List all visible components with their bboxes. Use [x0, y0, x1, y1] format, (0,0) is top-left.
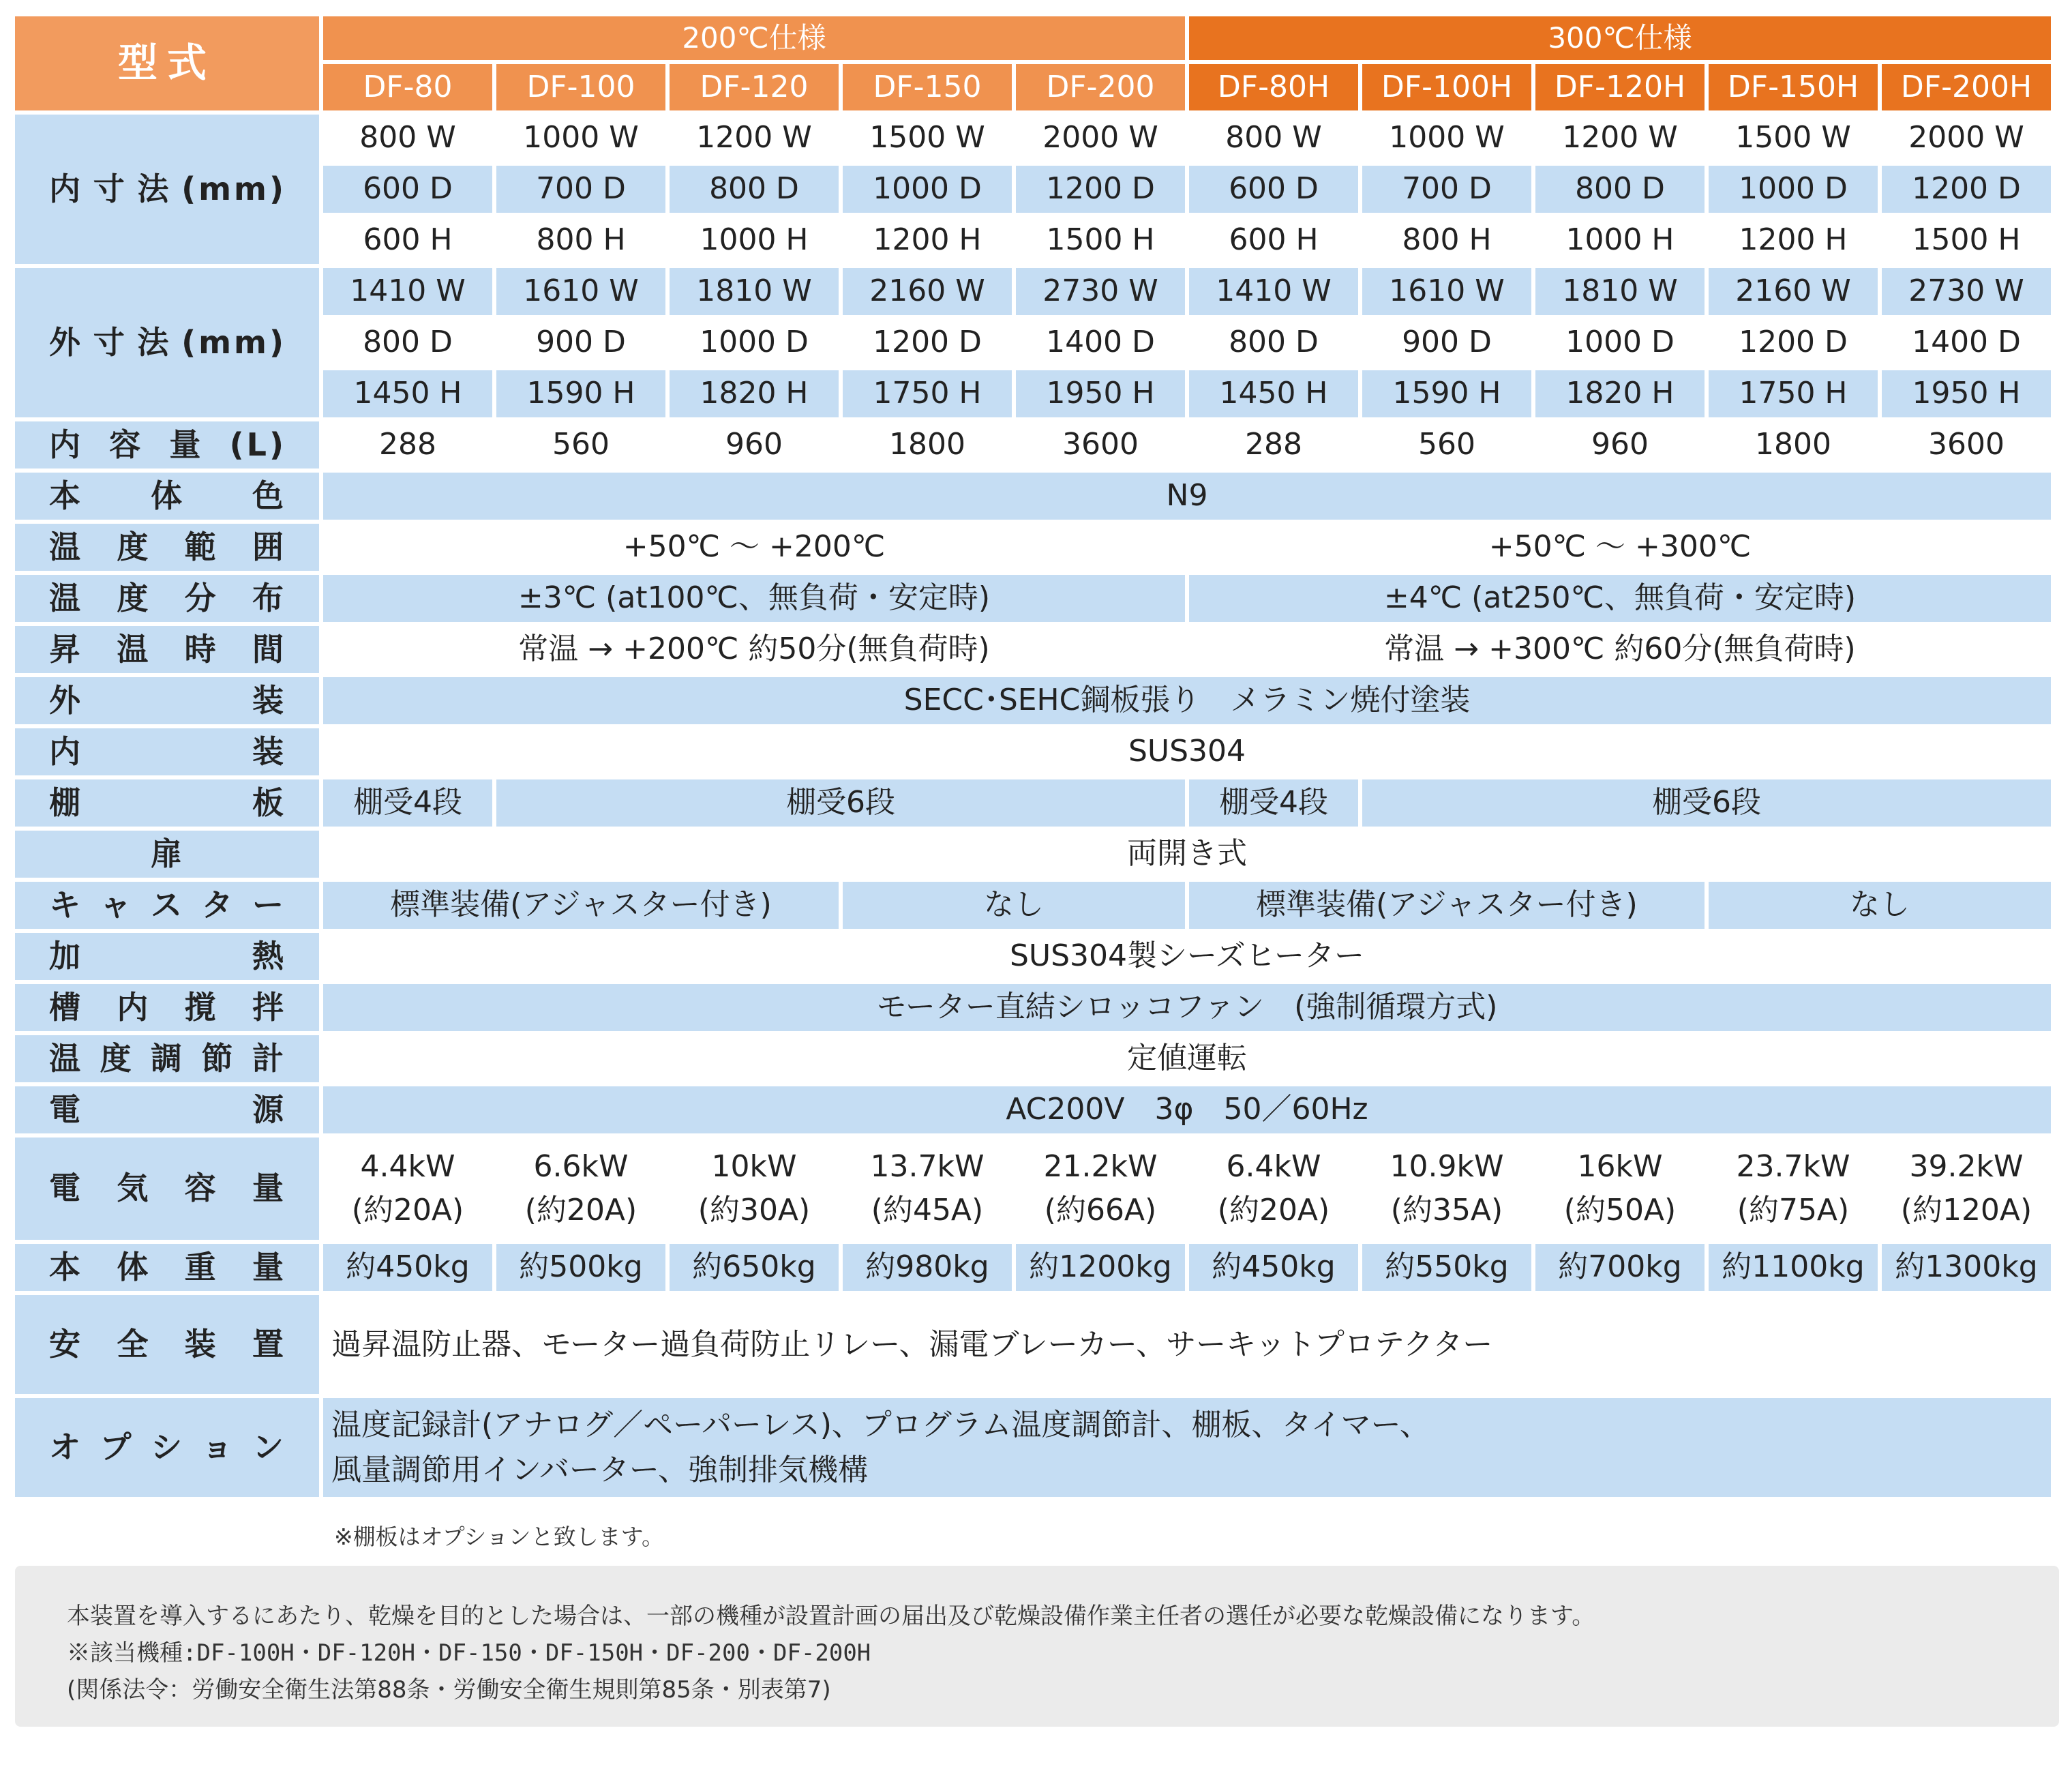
label-char: ン — [252, 1428, 286, 1466]
inner-h-cell: 600 H — [323, 217, 492, 264]
power-capacity-cell — [496, 1138, 665, 1240]
label-char: オ — [49, 1428, 83, 1466]
options-value — [323, 1398, 2051, 1497]
weight-cell: 約550kg — [1362, 1244, 1531, 1291]
inner-d-cell: 600 D — [323, 166, 492, 213]
safety-row — [15, 1295, 2051, 1394]
exterior-label — [15, 677, 319, 724]
outer-d-cell: 1400 D — [1016, 319, 1185, 366]
shelf-200-b: 棚受6段 — [496, 779, 1185, 827]
label-char: 範 — [184, 528, 219, 565]
label-char: 温 — [49, 579, 83, 616]
weight-cell: 約450kg — [323, 1244, 492, 1291]
capacity-cell: 288 — [323, 421, 492, 469]
power-capacity-cell — [1016, 1138, 1185, 1240]
label-char: 安 — [49, 1325, 83, 1363]
outer-w-cell: 1810 W — [670, 268, 839, 315]
group-header-200: 200℃仕様 — [323, 16, 1185, 60]
caster-200-b: なし — [843, 882, 1185, 929]
capacity-cell: 3600 — [1882, 421, 2051, 469]
door-row — [15, 831, 2051, 878]
model-header: DF-120 — [670, 64, 839, 110]
outer-h-cell: 1820 H — [1535, 370, 1705, 417]
label-char: 内 — [49, 732, 83, 770]
outer-w-cell: 1410 W — [1189, 268, 1358, 315]
inner-d-cell: 800 D — [670, 166, 839, 213]
label-char: 装 — [184, 1325, 219, 1363]
type-header: 型式 — [15, 16, 319, 110]
inner-w-cell: 800 W — [1189, 115, 1358, 162]
inner-dim-h-row — [15, 217, 2051, 264]
inner-w-cell: 2000 W — [1016, 115, 1185, 162]
inner-dim-w-row — [15, 115, 2051, 162]
inner-dim-d-row — [15, 166, 2051, 213]
weight-cell: 約1300kg — [1882, 1244, 2051, 1291]
label-char: 寸 — [93, 323, 127, 361]
label-char: 本 — [49, 477, 83, 514]
label-char: 内 — [117, 988, 151, 1026]
outer-d-cell: 1400 D — [1882, 319, 2051, 366]
capacity-label — [15, 421, 319, 469]
label-char: 節 — [201, 1039, 236, 1077]
capacity-cell: 1800 — [1709, 421, 1878, 469]
group-header-300: 300℃仕様 — [1189, 16, 2051, 60]
weight-cell: 約980kg — [843, 1244, 1012, 1291]
options-row — [15, 1398, 2051, 1497]
outer-h-cell: 1820 H — [670, 370, 839, 417]
label-char: 温 — [49, 1039, 83, 1077]
model-header: DF-200 — [1016, 64, 1185, 110]
inner-h-cell: 1000 H — [670, 217, 839, 264]
outer-h-cell: 1950 H — [1016, 370, 1185, 417]
inner-w-cell: 1200 W — [670, 115, 839, 162]
outer-h-cell: 1950 H — [1882, 370, 2051, 417]
label-char: タ — [201, 886, 236, 923]
body-color-row — [15, 473, 2051, 520]
inner-h-cell: 1500 H — [1882, 217, 2051, 264]
label-char: 度 — [100, 1039, 134, 1077]
label-char: 色 — [252, 477, 286, 514]
outer-h-cell: 1750 H — [843, 370, 1012, 417]
model-header: DF-120H — [1535, 64, 1705, 110]
interior-value: SUS304 — [323, 728, 2051, 775]
weight-cell: 約1100kg — [1709, 1244, 1878, 1291]
outer-w-cell: 2160 W — [843, 268, 1012, 315]
label-char: 法 — [137, 170, 172, 207]
label-char: 外 — [49, 323, 83, 361]
door-label — [15, 831, 319, 878]
inner-d-cell: 700 D — [1362, 166, 1531, 213]
outer-d-cell: 1200 D — [1709, 319, 1878, 366]
label-char: ー — [252, 886, 286, 923]
notice-line: (関係法令：労働安全衛生法第88条・労働安全衛生規則第85条・別表第7) — [67, 1676, 831, 1704]
inner-d-cell: 1000 D — [843, 166, 1012, 213]
temp-range-300: +50℃ ～ +300℃ — [1189, 524, 2051, 571]
label-char: シ — [151, 1428, 185, 1466]
safety-value — [323, 1295, 2051, 1394]
capacity-cell: 3600 — [1016, 421, 1185, 469]
inner-w-cell: 2000 W — [1882, 115, 2051, 162]
label-char: 時 — [184, 630, 219, 668]
label-char: 内 — [49, 170, 83, 207]
kw-value: 4.4kW — [360, 1149, 455, 1185]
label-char: プ — [100, 1428, 134, 1466]
temp-dist-200: ±3℃ (at100℃、無負荷・安定時) — [323, 575, 1185, 622]
inner-w-cell: 1500 W — [843, 115, 1012, 162]
options-label — [15, 1398, 319, 1497]
safety-text: 過昇温防止器、モーター過負荷防止リレー、漏電ブレーカー、サーキットプロテクター — [331, 1326, 1493, 1362]
label-char: (mm) — [181, 170, 286, 207]
amp-value: (約45A) — [871, 1193, 984, 1228]
outer-d-cell: 900 D — [1362, 319, 1531, 366]
shelf-row — [15, 779, 2051, 827]
power-capacity-cell — [1882, 1138, 2051, 1240]
stirring-label — [15, 984, 319, 1031]
weight-cell: 約450kg — [1189, 1244, 1358, 1291]
label-char: 電 — [49, 1090, 83, 1128]
label-char: 量 — [169, 426, 204, 463]
model-header-row — [15, 64, 2051, 110]
kw-value: 6.4kW — [1226, 1149, 1321, 1185]
label-char: 全 — [117, 1325, 151, 1363]
notice-line: ※該当機種:DF-100H・DF-120H・DF-150・DF-150H・DF-200・DF-200H — [67, 1639, 871, 1667]
caster-label — [15, 882, 319, 929]
power-row — [15, 1086, 2051, 1133]
capacity-cell: 960 — [670, 421, 839, 469]
inner-h-cell: 1500 H — [1016, 217, 1185, 264]
label-char: 板 — [252, 784, 286, 821]
exterior-value: SECC･SEHC鋼板張り メラミン焼付塗装 — [323, 677, 2051, 724]
amp-value: (約20A) — [351, 1193, 464, 1228]
outer-h-cell: 1450 H — [1189, 370, 1358, 417]
model-header: DF-150 — [843, 64, 1012, 110]
inner-d-cell: 800 D — [1535, 166, 1705, 213]
outer-h-cell: 1450 H — [323, 370, 492, 417]
power-label — [15, 1086, 319, 1133]
capacity-cell: 560 — [1362, 421, 1531, 469]
heatup-row — [15, 626, 2051, 673]
outer-h-cell: 1750 H — [1709, 370, 1878, 417]
shelf-label — [15, 779, 319, 827]
capacity-cell: 288 — [1189, 421, 1358, 469]
header-group-row — [15, 16, 2051, 60]
kw-value: 6.6kW — [533, 1149, 629, 1185]
inner-d-cell: 1200 D — [1016, 166, 1185, 213]
amp-value: (約75A) — [1737, 1193, 1850, 1228]
outer-h-cell: 1590 H — [496, 370, 665, 417]
shelf-300-b: 棚受6段 — [1362, 779, 2051, 827]
inner-w-cell: 1000 W — [496, 115, 665, 162]
inner-w-cell: 1500 W — [1709, 115, 1878, 162]
caster-row — [15, 882, 2051, 929]
label-char: ャ — [100, 886, 134, 923]
heating-row — [15, 933, 2051, 980]
label-char: 内 — [49, 426, 83, 463]
inner-w-cell: 800 W — [323, 115, 492, 162]
label-char: 電 — [49, 1170, 83, 1207]
inner-dim-label — [15, 115, 319, 264]
inner-h-cell: 1200 H — [843, 217, 1012, 264]
safety-label — [15, 1295, 319, 1394]
label-char: 昇 — [49, 630, 83, 668]
inner-d-cell: 600 D — [1189, 166, 1358, 213]
label-char: 本 — [49, 1248, 83, 1285]
kw-value: 10.9kW — [1390, 1149, 1504, 1185]
inner-h-cell: 600 H — [1189, 217, 1358, 264]
inner-d-cell: 700 D — [496, 166, 665, 213]
heating-label — [15, 933, 319, 980]
model-header: DF-100 — [496, 64, 665, 110]
stirring-row — [15, 984, 2051, 1031]
weight-label — [15, 1244, 319, 1291]
kw-value: 10kW — [711, 1149, 797, 1185]
outer-dim-h-row — [15, 370, 2051, 417]
door-value: 両開き式 — [323, 831, 2051, 878]
notice-box — [15, 1566, 2059, 1727]
outer-w-cell: 1810 W — [1535, 268, 1705, 315]
caster-300-a: 標準装備(アジャスター付き) — [1189, 882, 1705, 929]
caster-200-a: 標準装備(アジャスター付き) — [323, 882, 839, 929]
controller-row — [15, 1035, 2051, 1082]
outer-d-cell: 800 D — [323, 319, 492, 366]
label-char: ョ — [201, 1428, 236, 1466]
model-header: DF-200H — [1882, 64, 2051, 110]
body-color-value: N9 — [323, 473, 2051, 520]
label-char: 法 — [137, 323, 172, 361]
amp-value: (約30A) — [697, 1193, 811, 1228]
outer-w-cell: 2160 W — [1709, 268, 1878, 315]
outer-d-cell: 1200 D — [843, 319, 1012, 366]
outer-d-cell: 800 D — [1189, 319, 1358, 366]
power-capacity-row — [15, 1138, 2051, 1240]
label-char: 扉 — [151, 835, 185, 872]
heatup-200: 常温 → +200℃ 約50分(無負荷時) — [323, 626, 1185, 673]
label-char: 槽 — [49, 988, 83, 1026]
heatup-300: 常温 → +300℃ 約60分(無負荷時) — [1189, 626, 2051, 673]
temp-dist-300: ±4℃ (at250℃、無負荷・安定時) — [1189, 575, 2051, 622]
outer-d-cell: 1000 D — [1535, 319, 1705, 366]
notice-line: 本装置を導入するにあたり、乾燥を目的とした場合は、一部の機種が設置計画の届出及び乾燥設備作業主任者の選任が必要な乾燥設備になります。 — [67, 1603, 1595, 1630]
shelf-note: ※棚板はオプションと致します。 — [334, 1523, 665, 1550]
label-char: (L) — [229, 426, 286, 463]
label-char: 体 — [117, 1248, 151, 1285]
outer-w-cell: 1610 W — [1362, 268, 1531, 315]
outer-dim-label — [15, 268, 319, 417]
amp-value: (約50A) — [1563, 1193, 1677, 1228]
capacity-row — [15, 421, 2051, 469]
inner-w-cell: 1000 W — [1362, 115, 1531, 162]
amp-value: (約66A) — [1044, 1193, 1157, 1228]
label-char: 寸 — [93, 170, 127, 207]
weight-row — [15, 1244, 2051, 1291]
label-char: 気 — [117, 1170, 151, 1207]
label-char: 体 — [151, 477, 185, 514]
controller-value: 定値運転 — [323, 1035, 2051, 1082]
label-char: 量 — [252, 1170, 286, 1207]
label-char: 布 — [252, 579, 286, 616]
power-capacity-cell — [670, 1138, 839, 1240]
power-capacity-cell — [323, 1138, 492, 1240]
interior-label — [15, 728, 319, 775]
outer-d-cell: 900 D — [496, 319, 665, 366]
inner-h-cell: 800 H — [1362, 217, 1531, 264]
label-char: 源 — [252, 1090, 286, 1128]
power-capacity-cell — [1709, 1138, 1878, 1240]
amp-value: (約35A) — [1390, 1193, 1503, 1228]
label-char: 外 — [49, 681, 83, 719]
inner-h-cell: 800 H — [496, 217, 665, 264]
model-header: DF-80 — [323, 64, 492, 110]
label-char: (mm) — [181, 323, 286, 361]
label-char: 囲 — [252, 528, 286, 565]
outer-d-cell: 1000 D — [670, 319, 839, 366]
inner-h-cell: 1200 H — [1709, 217, 1878, 264]
options-line: 温度記録計(アナログ／ペーパーレス)、プログラム温度調節計、棚板、タイマー、 — [331, 1407, 1430, 1442]
capacity-cell: 1800 — [843, 421, 1012, 469]
label-char: 温 — [49, 528, 83, 565]
exterior-row — [15, 677, 2051, 724]
power-capacity-cell — [1362, 1138, 1531, 1240]
label-char: キ — [49, 886, 83, 923]
outer-w-cell: 2730 W — [1016, 268, 1185, 315]
temp-dist-row — [15, 575, 2051, 622]
inner-w-cell: 1200 W — [1535, 115, 1705, 162]
label-char: 間 — [252, 630, 286, 668]
power-value: AC200V 3φ 50／60Hz — [323, 1086, 2051, 1133]
power-capacity-label — [15, 1138, 319, 1240]
model-header: DF-100H — [1362, 64, 1531, 110]
stirring-value: モーター直結シロッコファン (強制循環方式) — [323, 984, 2051, 1031]
power-capacity-cell — [843, 1138, 1012, 1240]
temp-range-row — [15, 524, 2051, 571]
label-char: 撹 — [184, 988, 219, 1026]
label-char: ス — [151, 886, 185, 923]
label-char: 量 — [252, 1248, 286, 1285]
kw-value: 13.7kW — [870, 1149, 985, 1185]
amp-value: (約120A) — [1900, 1193, 2032, 1228]
shelf-200-a: 棚受4段 — [323, 779, 492, 827]
temp-dist-label — [15, 575, 319, 622]
label-char: 計 — [252, 1039, 286, 1077]
label-char: 分 — [184, 579, 219, 616]
kw-value: 21.2kW — [1043, 1149, 1158, 1185]
spec-table — [11, 12, 2055, 1501]
model-header: DF-150H — [1709, 64, 1878, 110]
weight-cell: 約1200kg — [1016, 1244, 1185, 1291]
weight-cell: 約500kg — [496, 1244, 665, 1291]
outer-w-cell: 1610 W — [496, 268, 665, 315]
heatup-label — [15, 626, 319, 673]
label-char: 熱 — [252, 937, 286, 975]
amp-value: (約20A) — [524, 1193, 637, 1228]
label-char: 度 — [117, 579, 151, 616]
label-char: 容 — [109, 426, 144, 463]
outer-w-cell: 2730 W — [1882, 268, 2051, 315]
outer-dim-w-row — [15, 268, 2051, 315]
capacity-cell: 960 — [1535, 421, 1705, 469]
weight-cell: 約650kg — [670, 1244, 839, 1291]
label-char: 調 — [151, 1039, 185, 1077]
label-char: 度 — [117, 528, 151, 565]
inner-h-cell: 1000 H — [1535, 217, 1705, 264]
shelf-300-a: 棚受4段 — [1189, 779, 1358, 827]
label-char: 容 — [184, 1170, 219, 1207]
controller-label — [15, 1035, 319, 1082]
temp-range-label — [15, 524, 319, 571]
capacity-cell: 560 — [496, 421, 665, 469]
label-char: 温 — [117, 630, 151, 668]
label-char: 拌 — [252, 988, 286, 1026]
caster-300-b: なし — [1709, 882, 2051, 929]
heating-value: SUS304製シーズヒーター — [323, 933, 2051, 980]
kw-value: 39.2kW — [1909, 1149, 2024, 1185]
temp-range-200: +50℃ ～ +200℃ — [323, 524, 1185, 571]
interior-row — [15, 728, 2051, 775]
model-header: DF-80H — [1189, 64, 1358, 110]
body-color-label — [15, 473, 319, 520]
label-char: 棚 — [49, 784, 83, 821]
inner-d-cell: 1000 D — [1709, 166, 1878, 213]
label-char: 置 — [252, 1325, 286, 1363]
inner-d-cell: 1200 D — [1882, 166, 2051, 213]
kw-value: 16kW — [1577, 1149, 1663, 1185]
outer-w-cell: 1410 W — [323, 268, 492, 315]
amp-value: (約20A) — [1217, 1193, 1330, 1228]
kw-value: 23.7kW — [1736, 1149, 1850, 1185]
label-char: 重 — [184, 1248, 219, 1285]
outer-h-cell: 1590 H — [1362, 370, 1531, 417]
label-char: 加 — [49, 937, 83, 975]
weight-cell: 約700kg — [1535, 1244, 1705, 1291]
power-capacity-cell — [1535, 1138, 1705, 1240]
label-char: 装 — [252, 681, 286, 719]
label-char: 装 — [252, 732, 286, 770]
options-line: 風量調節用インバーター、強制排気機構 — [331, 1452, 869, 1487]
power-capacity-cell — [1189, 1138, 1358, 1240]
outer-dim-d-row — [15, 319, 2051, 366]
